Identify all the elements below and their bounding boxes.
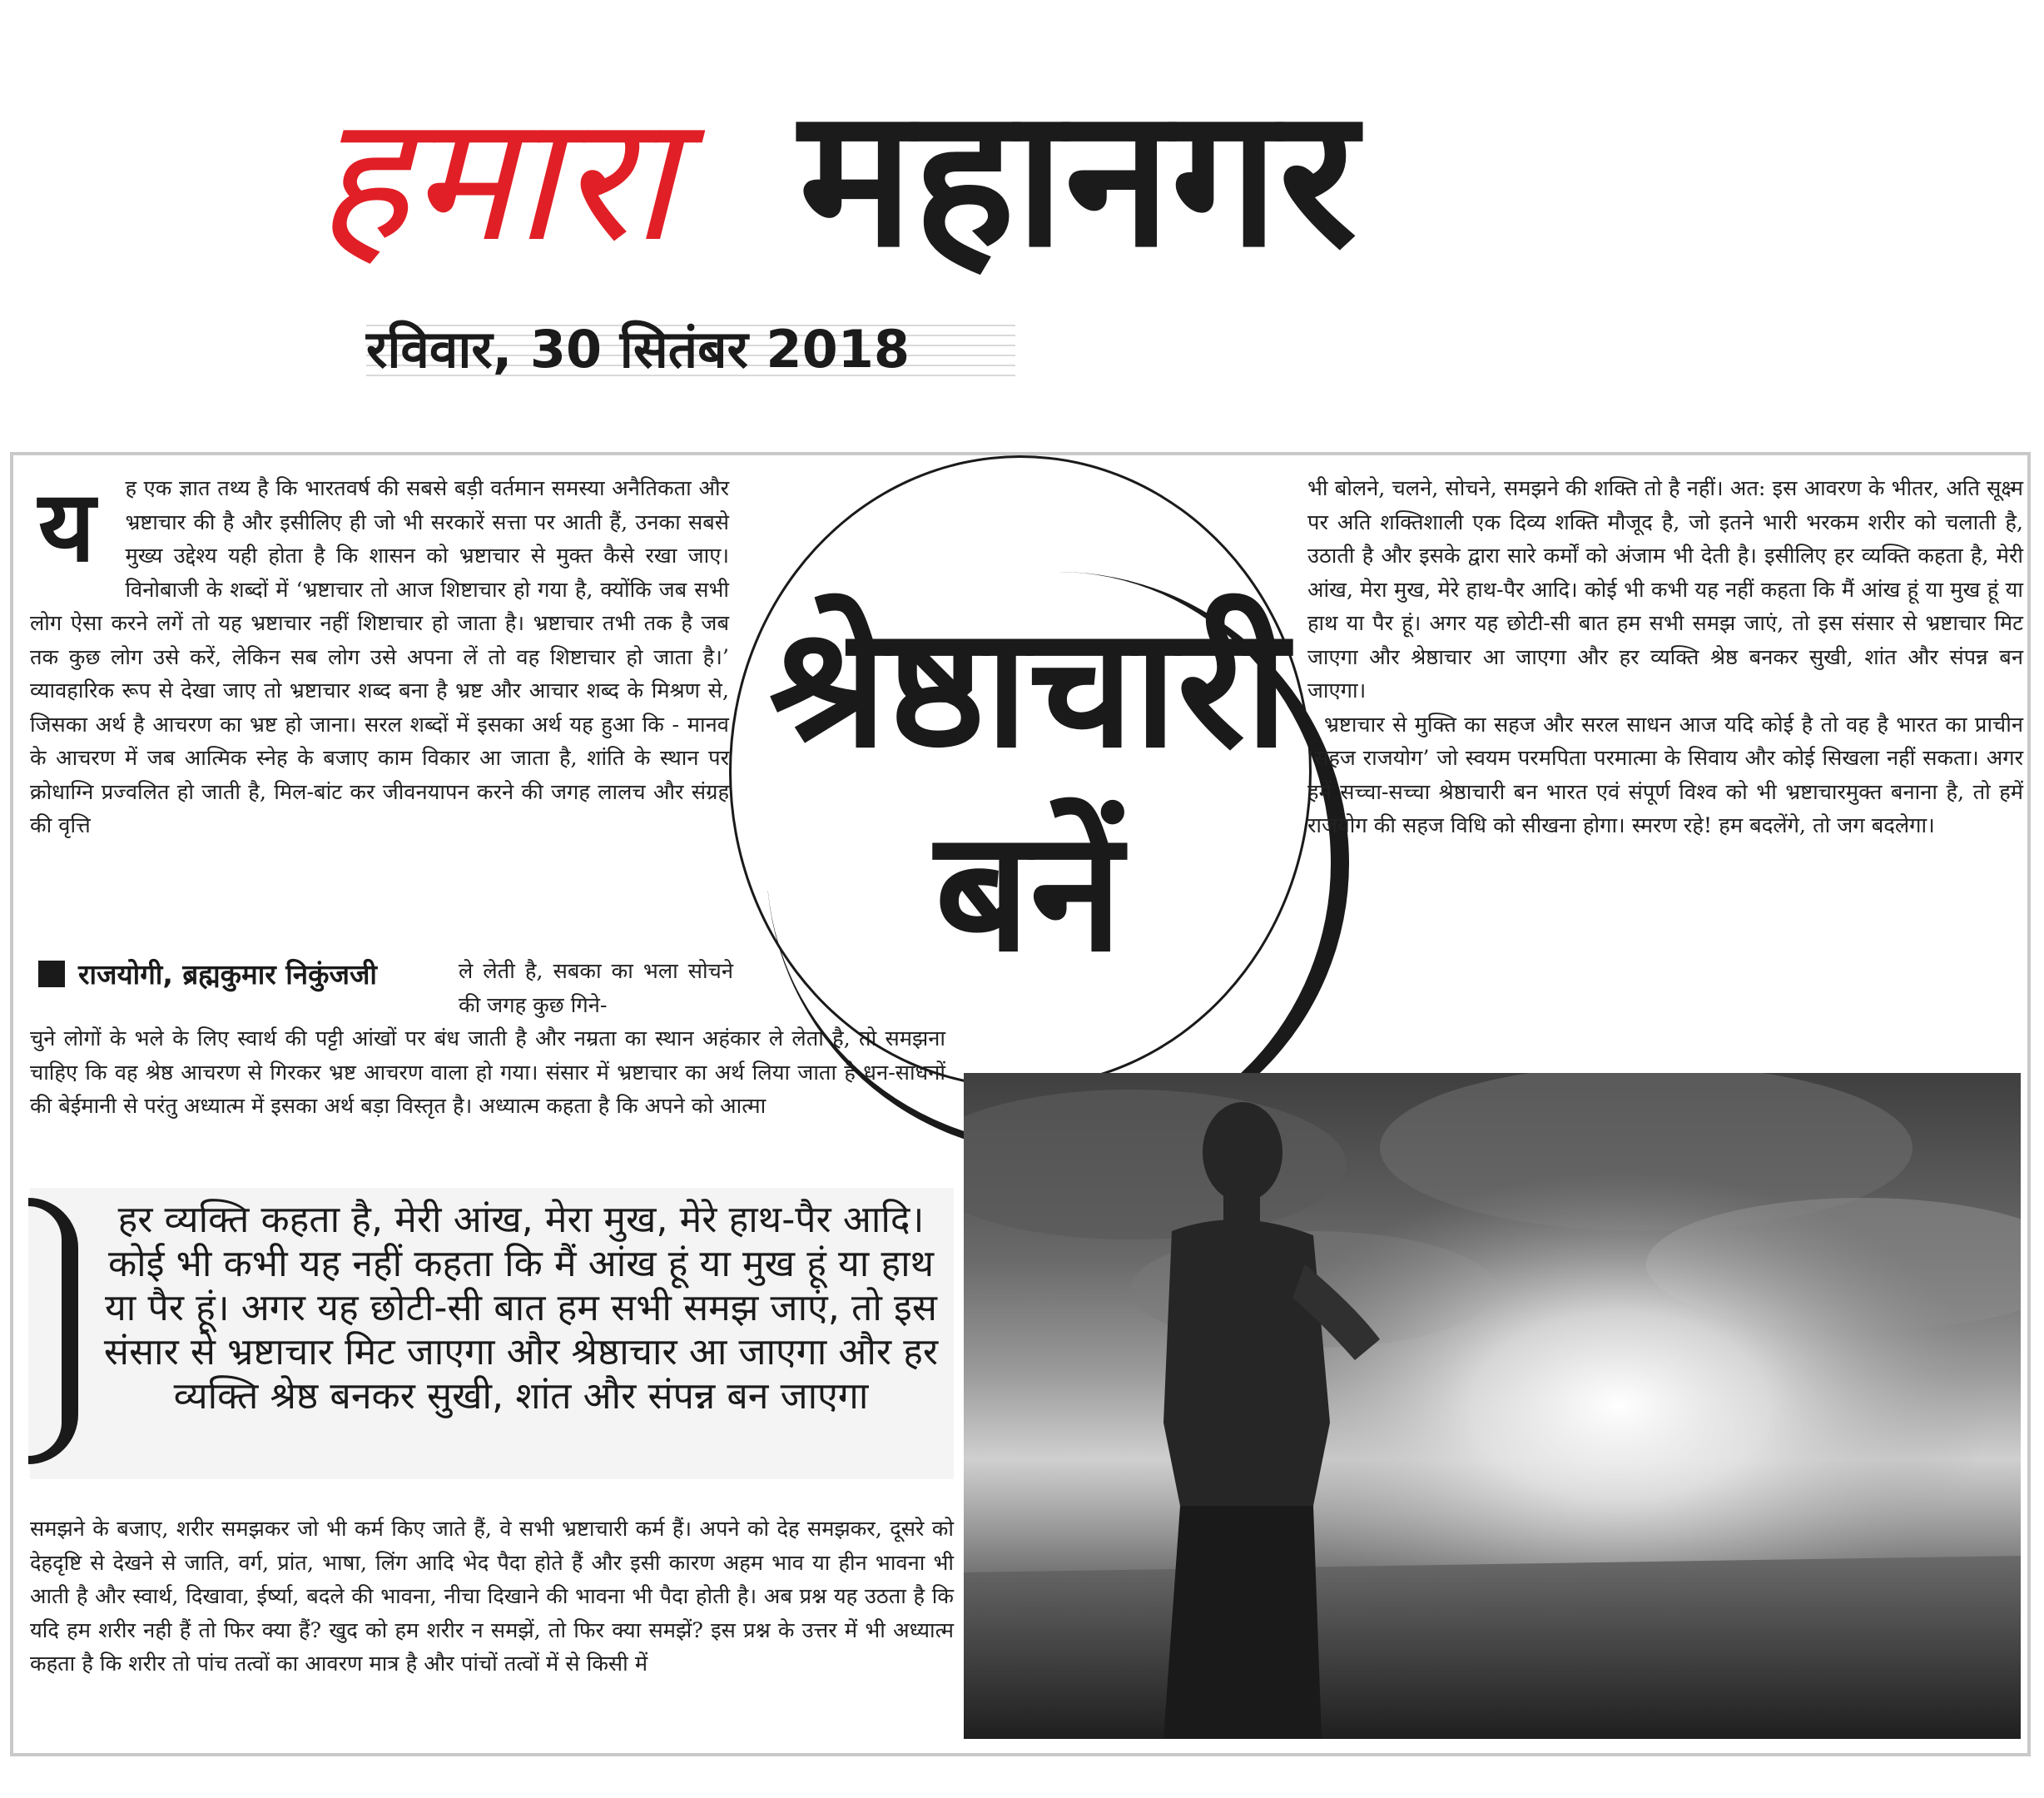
byline (38, 955, 377, 995)
article-column-left (30, 469, 729, 843)
masthead-name-hamara: हमारा (316, 77, 676, 281)
article-paragraph-left-wrap: ले लेती है, सबका का भला सोचने की जगह कुछ गिने- (459, 959, 733, 1018)
headline-line-2: बनें (935, 795, 1123, 989)
article-paragraph-right-2: भ्रष्टाचार से मुक्ति का सहज और सरल साधन आज यदि कोई है तो वह है भारत का प्राचीन ‘सहज राजयोग’ जो स्वयम परमपिता परमात्मा के सिवाय और कोई सिखला नहीं सकता। अगर हमें सच्चा-सच्चा श्रेष्ठाचारी बन भारत एवं संपूर्ण विश्व को भी भ्रष्टाचारमुक्त बनाना है, तो हमें राजयोग की सहज विधि को सीखना होगा। स्मरण रहे! हम बदलेंगे, तो जग बदलेगा। (1307, 712, 2023, 838)
masthead (316, 67, 1748, 308)
article-paragraph-left-bottom: चुने लोगों के भले के लिए स्वार्थ की पट्टी आंखों पर बंध जाती है और नम्रता का स्थान अहंकार ले लेता है, तो समझना चाहिए कि वह श्रेष्ठ आचरण से गिरकर भ्रष्ट आचरण वाला हो गया। संसार में भ्रष्टाचार का अर्थ लिया जाता है धन-साधनों की बेईमानी से परंतु अध्यात्म में इसका अर्थ बड़ा विस्तृत है। अध्यात्म कहता है कि अपने को आत्मा (30, 1026, 945, 1119)
pull-quote-text: हर व्यक्ति कहता है, मेरी आंख, मेरा मुख, मेरे हाथ-पैर आदि। कोई भी कभी यह नहीं कहता कि मैं आंख हूं या मुख हूं या हाथ या पैर हूं। अगर यह छोटी-सी बात हम सभी समझ जाएं, तो इस संसार से भ्रष्टाचार मिट जाएगा और श्रेष्ठाचार आ जाएगा और हर व्यक्ति श्रेष्ठ बनकर सुखी, शांत और संपन्न बन जाएगा (103, 1199, 939, 1418)
article-column-right (1307, 472, 2023, 843)
byline-author: राजयोगी, ब्रह्मकुमार निकुंजजी (78, 958, 377, 991)
headline (746, 580, 1312, 988)
drop-cap: य (38, 469, 96, 584)
dateline: रविवार, 30 सितंबर 2018 (366, 316, 1015, 383)
pull-quote-bracket-inner (28, 1206, 62, 1456)
pull-quote-box (30, 1188, 954, 1479)
masthead-name-mahanagar: महानगर (799, 67, 1357, 290)
headline-line-1: श्रेष्ठाचारी (769, 591, 1288, 785)
article-paragraph-bottom: समझने के बजाए, शरीर समझकर जो भी कर्म किए जाते हैं, वे सभी भ्रष्टाचारी कर्म हैं। अपने को देह समझकर, दूसरे को देहदृष्टि से देखने से जाति, वर्ग, प्रांत, भाषा, लिंग आदि भेद पैदा होते हैं और इसी कारण अहम भाव या हीन भावना भी आती है और स्वार्थ, दिखावा, ईर्ष्या, बदले की भावना, नीचा दिखाने की भावना भी पैदा होती है। अब प्रश्न यह उठता है कि यदि हम शरीर नही हैं तो फिर क्या हैं? खुद को हम शरीर न समझें, तो फिर क्या समझें? इस प्रश्न के उत्तर में भी अध्यात्म कहता है कि शरीर तो पांच तत्वों का आवरण मात्र है और पांचों तत्वों में से किसी में (30, 1517, 954, 1676)
ground (964, 1556, 2021, 1739)
photo-illustration (964, 1073, 2021, 1739)
article-photo (964, 1073, 2021, 1739)
article-paragraph-left-top: ह एक ज्ञात तथ्य है कि भारतवर्ष की सबसे बड़ी वर्तमान समस्या अनैतिकता और भ्रष्टाचार की है और इसीलिए ही जो भी सरकारें सत्ता पर आती हैं, उनका सबसे मुख्य उद्देश्य यही होता है कि शासन को भ्रष्टाचार से मुक्त कैसे रखा जाए। विनोबाजी के शब्दों में ‘भ्रष्टाचार तो आज शिष्टाचार हो गया है, क्योंकि जब सभी लोग ऐसा करने लगें तो यह भ्रष्टाचार नहीं शिष्टाचार हो जाता है। भ्रष्टाचार तभी तक है जब तक कुछ लोग उसे करें, लेकिन सब लोग उसे अपना लें तो वह शिष्टाचार हो जाता है।’ व्यावहारिक रूप से देखा जाए तो भ्रष्टाचार शब्द बना है भ्रष्ट और आचार शब्द के मिश्रण से, जिसका अर्थ है आचरण का भ्रष्ट हो जाना। सरल शब्दों में इसका अर्थ यह हुआ कि - मानव के आचरण में जब आत्मिक स्नेह के बजाए काम विकार आ जाता है, शांति के स्थान पर क्रोधाग्नि प्रज्वलित हो जाती है, मिल-बांट कर जीवनयापन करने की जगह लालच और संग्रह की वृत्ति (30, 476, 729, 838)
article-frame (10, 452, 2031, 1756)
byline-square-icon (38, 961, 65, 987)
article-paragraph-right-1: भी बोलने, चलने, सोचने, समझने की शक्ति तो है नहीं। अत: इस आवरण के भीतर, अति सूक्ष्म पर अति शक्तिशाली एक दिव्य शक्ति मौजूद है, जो इतने भारी भरकम शरीर को चलाती है, उठाती है और इसके द्वारा सारे कर्मों को अंजाम भी देती है। इसीलिए हर व्यक्ति कहता है, मेरी आंख, मेरा मुख, मेरे हाथ-पैर आदि। कोई भी कभी यह नहीं कहता कि मैं आंख हूं या मुख हूं या हाथ या पैर हूं। अगर यह छोटी-सी बात हम सभी समझ जाएं, तो इस संसार से भ्रष्टाचार मिट जाएगा और श्रेष्ठाचार आ जाएगा और हर व्यक्ति श्रेष्ठ बनकर सुखी, शांत और संपन्न बन जाएगा। (1307, 476, 2023, 703)
